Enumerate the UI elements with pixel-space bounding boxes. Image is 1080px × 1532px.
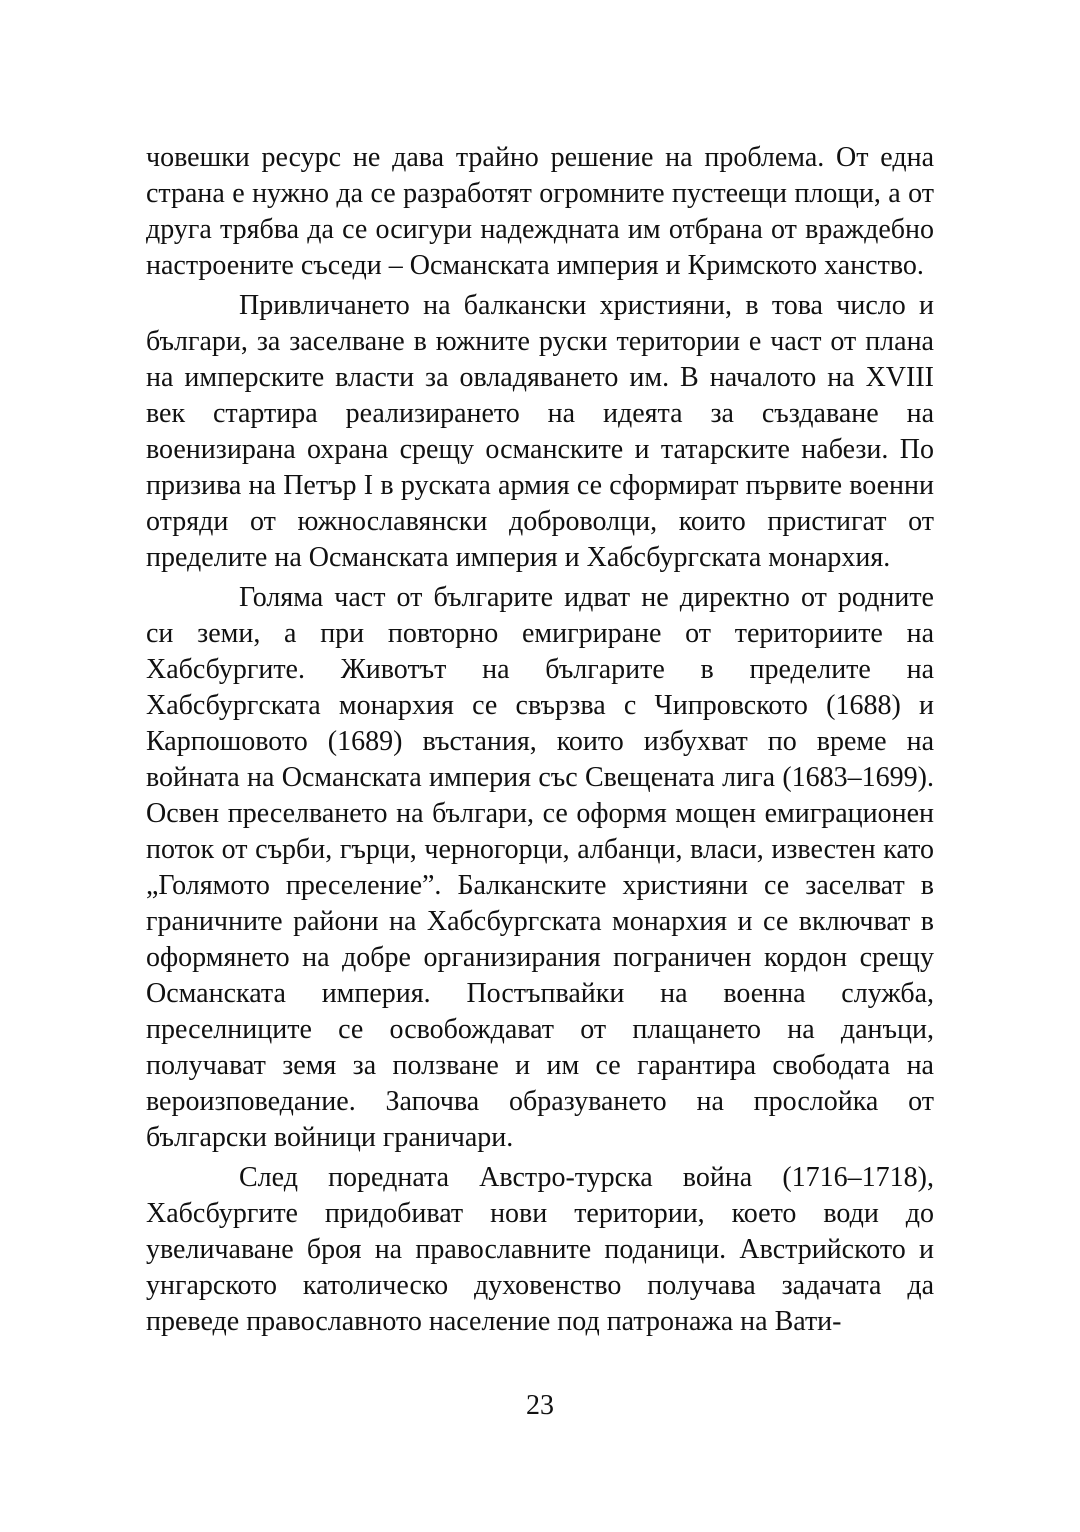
body-text [146, 140, 934, 1340]
paragraph-3: Голяма част от българите идват не директно от родните си земи, а при повторно емигриране от териториите на Хабсбургите. Животът на българите в пределите на Хабсбургската монархия се свързва с Чипровското (1688) и Карпошовото (1689) въстания, които избухват по време на войната на Османската империя със Свещената лига (1683–1699). Освен преселването на българи, се оформя мощен емиграционен поток от сърби, гърци, черногорци, албанци, власи, известен като „Голямото преселение”. Балканските християни се заселват в граничните райони на Хабсбургската монархия и се включват в оформянето на добре организирания пограничен кордон срещу Османската империя. Постъпвайки на военна служба, преселниците се освобождават от плащането на данъци, получават земя за ползване и им се гарантира свободата на вероизповедание. Започва образуването на прослойка от български войници граничари. [146, 582, 934, 1153]
page-number: 23 [526, 1390, 554, 1421]
paragraph-4: След поредната Австро-турска война (1716–1718), Хабсбургите придобиват нови територии, което води до увеличаване броя на православните поданици. Австрийското и унгарското католическо духовенство получава задачата да преведе православното население под патронажа на Вати- [146, 1162, 934, 1337]
paragraph-1: човешки ресурс не дава трайно решение на проблема. От една страна е нужно да се разработят огромните пустеещи площи, а от друга трябва да се осигури надеждната им отбрана от враждебно настроените съседи – Османската империя и Кримското ханство. [146, 142, 934, 281]
paragraph-2: Привличането на балкански християни, в това число и българи, за заселване в южните руски територии е част от плана на имперските власти за овладяването им. В началото на XVIII век стартира реализирането на идеята за създаване на военизирана охрана срещу османските и татарските набези. По призива на Петър I в руската армия се сформират първите военни отряди от южнославянски доброволци, които пристигат от пределите на Османската империя и Хабсбургската монархия. [146, 290, 934, 573]
